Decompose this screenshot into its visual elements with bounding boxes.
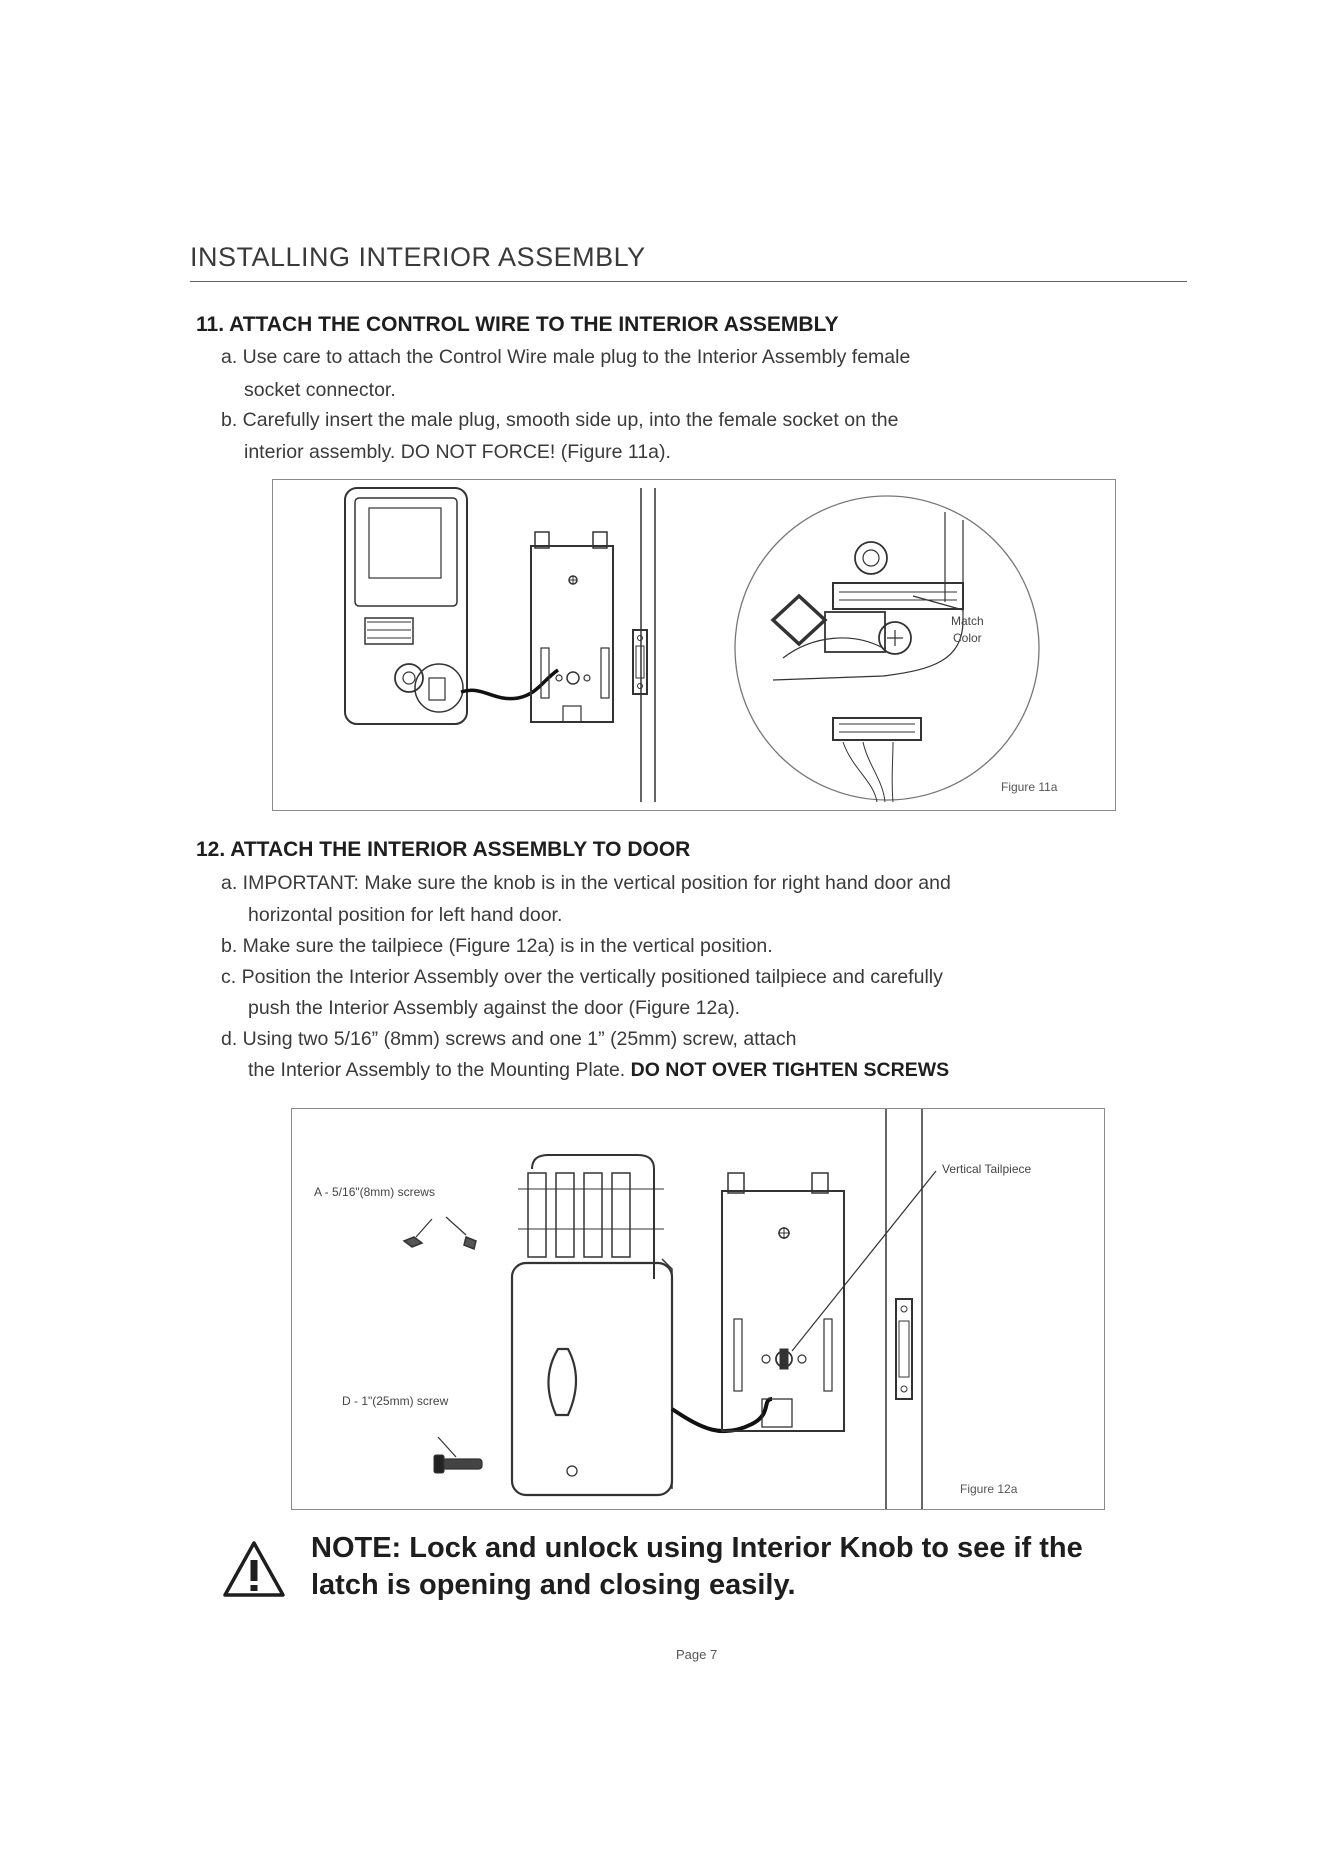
step-12a-line1: a. IMPORTANT: Make sure the knob is in the vertical position for right hand door and — [221, 872, 951, 894]
step-12d-line2-text: the Interior Assembly to the Mounting Plate. — [248, 1059, 631, 1081]
figure-11a-caption: Figure 11a — [1001, 780, 1058, 794]
screw-a-left — [404, 1237, 422, 1247]
page-number: Page 7 — [676, 1647, 718, 1662]
mounting-plate-12a — [722, 1191, 844, 1431]
title-divider — [190, 281, 1187, 282]
warning-icon — [222, 1540, 286, 1598]
figure-12a-caption: Figure 12a — [960, 1482, 1018, 1496]
step-12d-warning: DO NOT OVER TIGHTEN SCREWS — [630, 1059, 950, 1081]
step-12b-line1: b. Make sure the tailpiece (Figure 12a) is in the vertical position. — [221, 935, 773, 957]
zoom-detail-circle — [735, 496, 1039, 800]
screw-d — [434, 1455, 482, 1473]
step-11b-line1: b. Carefully insert the male plug, smooth side up, into the female socket on the — [221, 409, 899, 431]
connector-highlight-circle — [415, 664, 463, 712]
screw-d-label: D - 1"(25mm) screw — [342, 1394, 449, 1408]
latch-faceplate — [633, 630, 647, 694]
step-12c-line2: push the Interior Assembly against the door (Figure 12a). — [248, 997, 741, 1019]
note-line2: latch is opening and closing easily. — [311, 1569, 796, 1601]
figure-12a-illustration — [292, 1109, 1104, 1509]
step-12c-line1: c. Position the Interior Assembly over the vertically positioned tailpiece and carefully — [221, 966, 943, 988]
step-12d-line1: d. Using two 5/16” (8mm) screws and one 1” (25mm) screw, attach — [221, 1028, 797, 1050]
step-12a-line2: horizontal position for left hand door. — [248, 904, 563, 926]
figure-11a-illustration — [273, 480, 1115, 810]
step-11b-line2: interior assembly. DO NOT FORCE! (Figure 11a). — [244, 441, 671, 463]
match-label-line1: Match — [951, 614, 984, 628]
latch-faceplate-12a — [896, 1299, 912, 1399]
screw-a-label: A - 5/16"(8mm) screws — [314, 1185, 435, 1199]
match-label-line2: Color — [953, 631, 982, 645]
interior-assembly-front — [512, 1263, 672, 1495]
step-11a-line2: socket connector. — [244, 379, 396, 401]
figure-11a — [272, 479, 1116, 811]
step-11-heading: 11. ATTACH THE CONTROL WIRE TO THE INTERIOR ASSEMBLY — [196, 313, 839, 336]
male-plug — [833, 718, 921, 740]
step-11a-line1: a. Use care to attach the Control Wire male plug to the Interior Assembly female — [221, 346, 911, 368]
control-wire — [461, 670, 558, 699]
section-title: INSTALLING INTERIOR ASSEMBLY — [190, 242, 646, 272]
door-edge-12a — [886, 1109, 922, 1509]
interior-knob — [548, 1349, 576, 1415]
step-12d-line2 — [248, 1055, 949, 1085]
screw-a-right — [464, 1237, 476, 1249]
note-line1: NOTE: Lock and unlock using Interior Knob to see if the — [311, 1532, 1083, 1564]
figure-12a — [291, 1108, 1105, 1510]
tailpiece-label: Vertical Tailpiece — [942, 1162, 1032, 1176]
step-12-heading: 12. ATTACH THE INTERIOR ASSEMBLY TO DOOR — [196, 838, 691, 861]
